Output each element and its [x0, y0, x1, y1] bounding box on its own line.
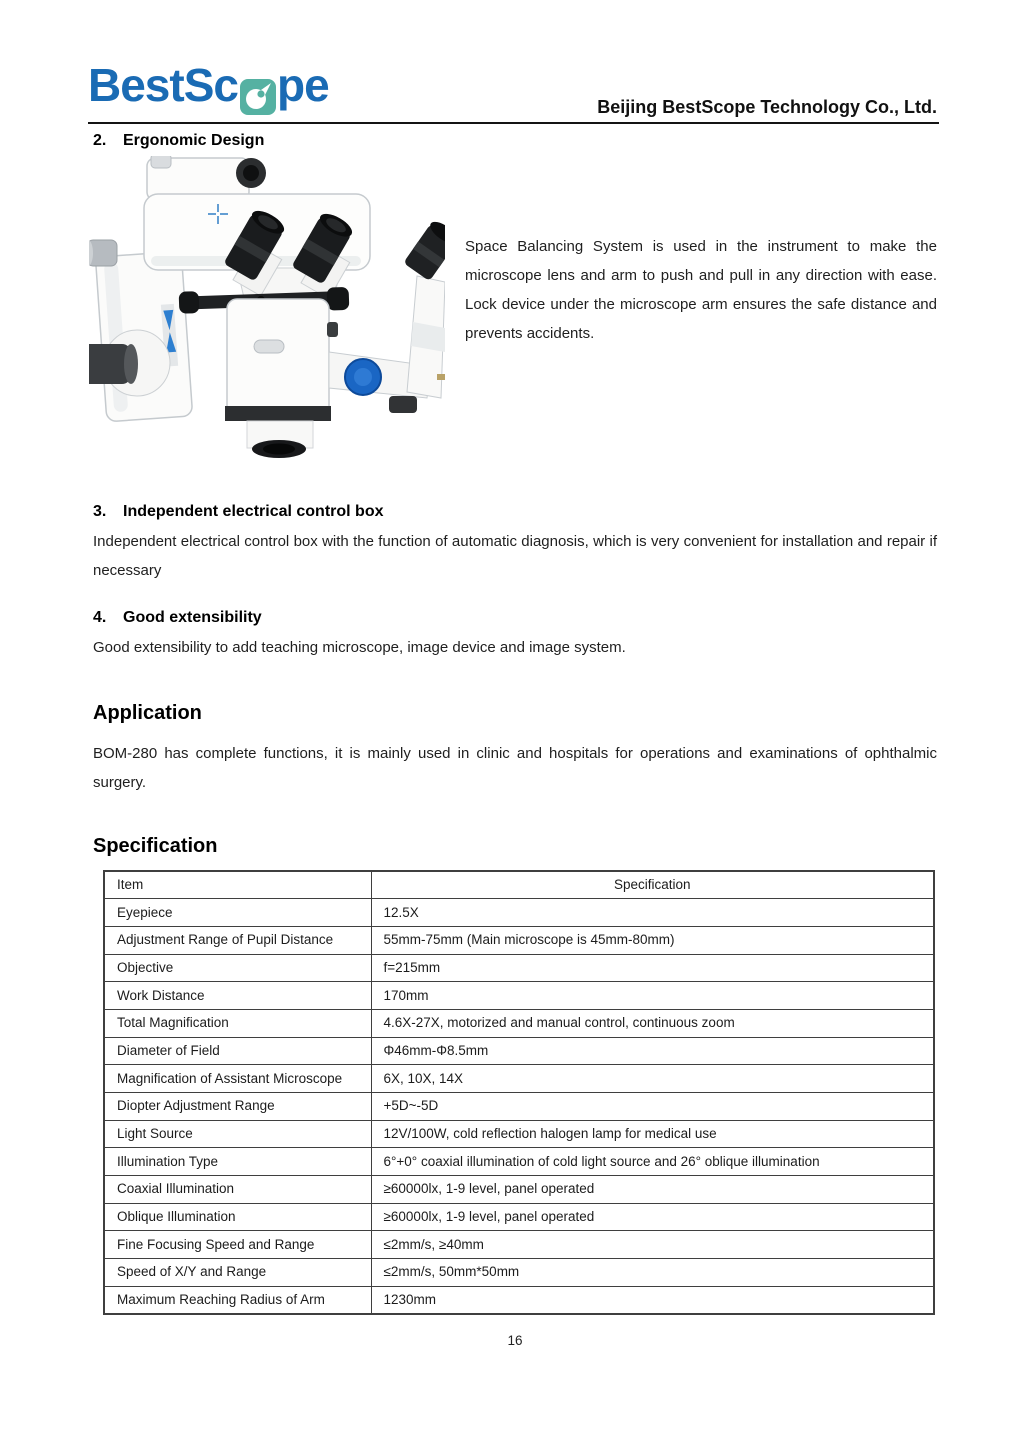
- spec-item-cell: Eyepiece: [104, 899, 371, 927]
- specification-table: [103, 870, 935, 1315]
- table-row: [104, 982, 934, 1010]
- section-title: Good extensibility: [123, 609, 262, 626]
- specification-heading: Specification: [93, 835, 218, 857]
- spec-item-cell: Total Magnification: [104, 1009, 371, 1037]
- table-row: [104, 926, 934, 954]
- ergonomic-description: Space Balancing System is used in the instrument to make the microscope lens and arm to push and pull in any direction with ease. Lock device under the microscope arm ensures the safe distance and prevents accidents.: [465, 238, 937, 342]
- company-name: Beijing BestScope Technology Co., Ltd.: [597, 97, 937, 117]
- spec-value-cell: Φ46mm-Φ8.5mm: [371, 1037, 934, 1065]
- section-heading-ergonomic-design: [93, 132, 937, 150]
- logo-text-prefix: BestSc: [88, 59, 238, 111]
- spec-value-cell: 4.6X-27X, motorized and manual control, continuous zoom: [371, 1009, 934, 1037]
- spec-item-cell: Objective: [104, 954, 371, 982]
- bestscope-logo: [88, 56, 329, 114]
- logo-text-suffix: pe: [276, 59, 329, 111]
- control-box-description: Independent electrical control box with the function of automatic diagnosis, which is very convenient for installation and repair if necessary: [93, 533, 937, 579]
- logo-lens-icon: [240, 70, 276, 106]
- table-row: [104, 1148, 934, 1176]
- table-row: [104, 1176, 934, 1204]
- page-number: 16: [507, 1333, 523, 1348]
- spec-item-cell: Light Source: [104, 1120, 371, 1148]
- spec-value-cell: 55mm-75mm (Main microscope is 45mm-80mm): [371, 926, 934, 954]
- extensibility-description: Good extensibility to add teaching microscope, image device and image system.: [93, 639, 626, 656]
- spec-item-cell: Illumination Type: [104, 1148, 371, 1176]
- table-row: [104, 1259, 934, 1287]
- table-row: [104, 1065, 934, 1093]
- table-row: [104, 1286, 934, 1314]
- table-row: [104, 1120, 934, 1148]
- spec-value-cell: 170mm: [371, 982, 934, 1010]
- spec-item-cell: Adjustment Range of Pupil Distance: [104, 926, 371, 954]
- section-title: Independent electrical control box: [123, 503, 384, 520]
- spec-value-cell: 6°+0° coaxial illumination of cold light source and 26° oblique illumination: [371, 1148, 934, 1176]
- spec-item-cell: Speed of X/Y and Range: [104, 1259, 371, 1287]
- column-header-specification: Specification: [371, 871, 934, 899]
- spec-item-cell: Diameter of Field: [104, 1037, 371, 1065]
- section-heading-control-box: [93, 503, 937, 521]
- spec-item-cell: Coaxial Illumination: [104, 1176, 371, 1204]
- table-row: [104, 899, 934, 927]
- spec-value-cell: ≤2mm/s, 50mm*50mm: [371, 1259, 934, 1287]
- table-header-row: [104, 871, 934, 899]
- surgical-microscope-image: [89, 156, 445, 458]
- spec-value-cell: ≥60000lx, 1-9 level, panel operated: [371, 1176, 934, 1204]
- table-row: [104, 1009, 934, 1037]
- application-description: BOM-280 has complete functions, it is mainly used in clinic and hospitals for operations and examinations of ophthalmic surgery.: [93, 745, 937, 791]
- spec-value-cell: ≥60000lx, 1-9 level, panel operated: [371, 1203, 934, 1231]
- application-heading: Application: [93, 702, 202, 724]
- table-row: [104, 954, 934, 982]
- section-title: Ergonomic Design: [123, 132, 265, 149]
- spec-item-cell: Diopter Adjustment Range: [104, 1093, 371, 1121]
- spec-value-cell: ≤2mm/s, ≥40mm: [371, 1231, 934, 1259]
- section-number: 2.: [93, 132, 107, 149]
- table-row: [104, 1231, 934, 1259]
- spec-value-cell: 12.5X: [371, 899, 934, 927]
- page-header: [88, 0, 939, 124]
- spec-item-cell: Fine Focusing Speed and Range: [104, 1231, 371, 1259]
- spec-item-cell: Magnification of Assistant Microscope: [104, 1065, 371, 1093]
- spec-value-cell: 12V/100W, cold reflection halogen lamp for medical use: [371, 1120, 934, 1148]
- spec-value-cell: f=215mm: [371, 954, 934, 982]
- section-number: 4.: [93, 609, 107, 626]
- spec-item-cell: Work Distance: [104, 982, 371, 1010]
- table-row: [104, 1093, 934, 1121]
- section-heading-extensibility: [93, 609, 937, 627]
- spec-value-cell: 6X, 10X, 14X: [371, 1065, 934, 1093]
- spec-value-cell: +5D~-5D: [371, 1093, 934, 1121]
- spec-table-body: [104, 899, 934, 1314]
- spec-item-cell: Oblique Illumination: [104, 1203, 371, 1231]
- ergonomic-figure-row: [93, 156, 937, 458]
- column-header-item: Item: [104, 871, 371, 899]
- spec-item-cell: Maximum Reaching Radius of Arm: [104, 1286, 371, 1314]
- table-row: [104, 1203, 934, 1231]
- spec-value-cell: 1230mm: [371, 1286, 934, 1314]
- table-row: [104, 1037, 934, 1065]
- section-number: 3.: [93, 503, 107, 520]
